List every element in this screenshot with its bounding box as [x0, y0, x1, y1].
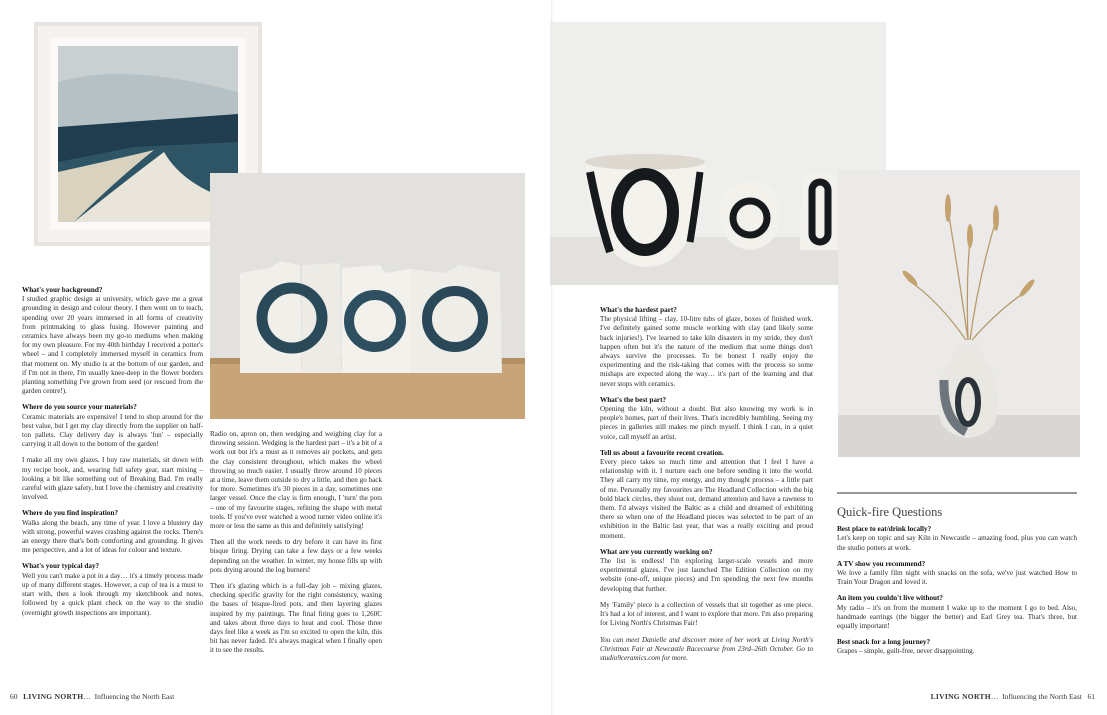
body-paragraph: The list is endless! I'm exploring larger-scale vessels and more experimental glazes. I've just launched The Edition Collection on my website (one-off, unique pieces) and I'm spending the next few months developing that further.: [600, 557, 813, 593]
qf-answer: Let's keep on topic and say Kiln in Newcastle – amazing food, plus you can watch the studio potters at work.: [837, 534, 1077, 552]
brand-logo: LIVING NORTH: [930, 692, 991, 701]
left-column-1: [22, 286, 203, 625]
qf-question: A TV show you recommend?: [837, 559, 926, 568]
body-paragraph: The physical lifting – clay, 10-litre tubs of glaze, boxes of finished work. I've definitely gained some muscle working with clay (and likely some back injuries!). I've learned to take kiln disasters in my stride, they don't happen often but it's the nature of the medium that some things don't always survive the processes. To be honest I really enjoy the experimenting and the risk-taking that comes with the process so some mishaps are expected along the way… it's part of the learning and that never stops with ceramics.: [600, 315, 813, 388]
left-page: [0, 0, 553, 715]
body-paragraph: I make all my own glazes. I buy raw materials, sit down with my recipe book, and, wearing full safety gear, start mixing – looking a bit like something out of Breaking Bad. I'm really careful with glaze safety, but I love the chemistry and creativity involved.: [22, 456, 203, 502]
quickfire-box: [837, 492, 1077, 664]
right-page: [554, 0, 1107, 715]
section-heading: What are you currently working on?: [600, 547, 713, 556]
left-footer: 60 LIVING NORTH… Influencing the North East: [10, 692, 175, 701]
body-paragraph: Then all the work needs to dry before it can have its first bisque firing. Drying can take a few days or a few weeks depending on the weather. In winter, my house fills up with pots drying around the log burners!: [210, 538, 382, 574]
section-name: Influencing the North East: [1002, 692, 1082, 701]
quickfire-title: Quick-fire Questions: [837, 505, 943, 519]
qf-answer: Grapes – simple, guilt-free, never disappointing.: [837, 647, 975, 656]
page-number: 60: [10, 692, 18, 701]
section-heading: What's your background?: [22, 286, 103, 294]
qf-question: An item you couldn't live without?: [837, 594, 944, 603]
body-paragraph: Every piece takes so much time and attention that I feel I have a relationship with it. I nurture each one before sending it into the world. They all carry my time, my energy, and my thought process – a little part of me. Personally my favourites are The Headland Collection with the big bold black circles, they shout out, demand attention and have a rawness to them. I'd always visited the Baltic as a child and dreamed of exhibiting there so when one of the Headland pieces was selected to be part of an exhibition in the Baltic last year, that was a really exciting and proud moment.: [600, 458, 813, 540]
page-number: 61: [1087, 692, 1095, 701]
vessels-image: [550, 22, 886, 285]
qf-question: Best place to eat/drink locally?: [837, 525, 932, 534]
section-heading: What's the hardest part?: [600, 306, 677, 314]
body-paragraph: My 'Family' piece is a collection of vessels that sit together as one piece. It's had a lot of interest, and I want to explore that more. I'm also preparing for Living North's Christmas Fair!: [600, 600, 813, 628]
section-name: Influencing the North East: [94, 692, 175, 701]
section-heading: What's the best part?: [600, 395, 667, 404]
section-heading: Where do you find inspiration?: [22, 509, 119, 518]
divider: [837, 492, 1077, 494]
section-heading: What's your typical day?: [22, 562, 100, 571]
body-paragraph: Opening the kiln, without a doubt. But also knowing my work is in people's homes, part of their lives. That's incredibly humbling. Seeing my pieces in galleries still makes me pinch myself. I think I can, in a quiet voice, call myself an artist.: [600, 405, 813, 441]
section-heading: Where do you source your materials?: [22, 403, 137, 412]
body-paragraph: Ceramic materials are expensive! I tend to shop around for the best value, but I get my clay directly from the supplier on half-ton pallets. Clay delivery day is always 'fun' – especially carrying it all down to the bottom of the garden!: [22, 412, 203, 449]
body-paragraph: Then it's glazing which is a full-day job – mixing glazes, checking specific gravity for the right consistency, waxing the bases of bisque-fired pots, and then layering glazes inspired by my paintings. The final firing goes to 1,260C and takes about three days to heat and cool. Those three days feel like a week as I'm so excited to open the kiln, this bit has never faded. It's always magical when I finally open it to see the results.: [210, 582, 382, 655]
brand-logo: LIVING NORTH: [23, 692, 84, 701]
section-heading: Tell us about a favourite recent creation.: [600, 448, 724, 457]
headland-collection-image: [210, 173, 525, 419]
event-note: You can meet Danielle and discover more of her work at Living North's Christmas Fair at Newcastle Racecourse from 23rd–26th October. Go to studio9ceramics.com for more.: [600, 635, 813, 662]
right-footer: LIVING NORTH… Influencing the North East 61: [930, 692, 1095, 701]
qf-question: Best snack for a long journey?: [837, 638, 931, 647]
vase-image: [838, 170, 1080, 457]
left-column-2: [210, 430, 382, 663]
body-paragraph: Well you can't make a pot in a day… it's a timely process made up of many different stages. However, a cup of tea is a must to start with, then a look through my sketchbook and notes, followed by a quick plant check on the way to the studio (overnight growth inspections are important).: [22, 571, 203, 617]
body-paragraph: Radio on, apron on, then wedging and weighing clay for a throwing session. Wedging is the hardest part – it's a bit of a work out but it's a must as it removes air pockets, and gets the clay consistent throughout, which makes the wheel throwing so much easier. I usually throw around 10 pieces at a time, leave them outside to dry a little, and then go back for more. Sometimes it's 30 pieces in a day, sometimes one larger vessel. Once the clay is firm enough, I 'turn' the pots – one of my favourite stages, refining the shape with metal tools. If you've ever watched a wood turner video online it's more or less the same as this and definitely satisfying!: [210, 430, 382, 531]
qf-answer: My radio – it's on from the moment I wake up to the moment I go to bed. Also, handmade earrings (the bigger the better) and Earl Grey tea. That's three, but equally important!: [837, 603, 1077, 631]
qf-answer: We love a family film night with snacks on the sofa, we've just watched How to Train Your Dragon and loved it.: [837, 569, 1077, 587]
body-paragraph: Walks along the beach, any time of year. I love a blustery day with strong, powerful waves crashing against the rocks. There's an energy there that's both comforting and grounding. It gives me perspective, and a lot of ideas for colour and texture.: [22, 518, 203, 555]
right-column-1: [600, 306, 813, 670]
body-paragraph: I studied graphic design at university, which gave me a great grounding in design and colour theory. I then went on to teach, spending over 20 years immersed in all forms of creativity from printmaking to glass fusing. However painting and ceramics have always been my go-to mediums when making for my own pleasure. For my 40th birthday I received a potter's wheel – and I completely immersed myself in ceramics from that moment on. My studio is at the bottom of our garden, and if I'm not in there, I'm usually knee-deep in the flower borders planting something I've grown from seed (or rescued from the garden centre!).: [22, 295, 203, 396]
